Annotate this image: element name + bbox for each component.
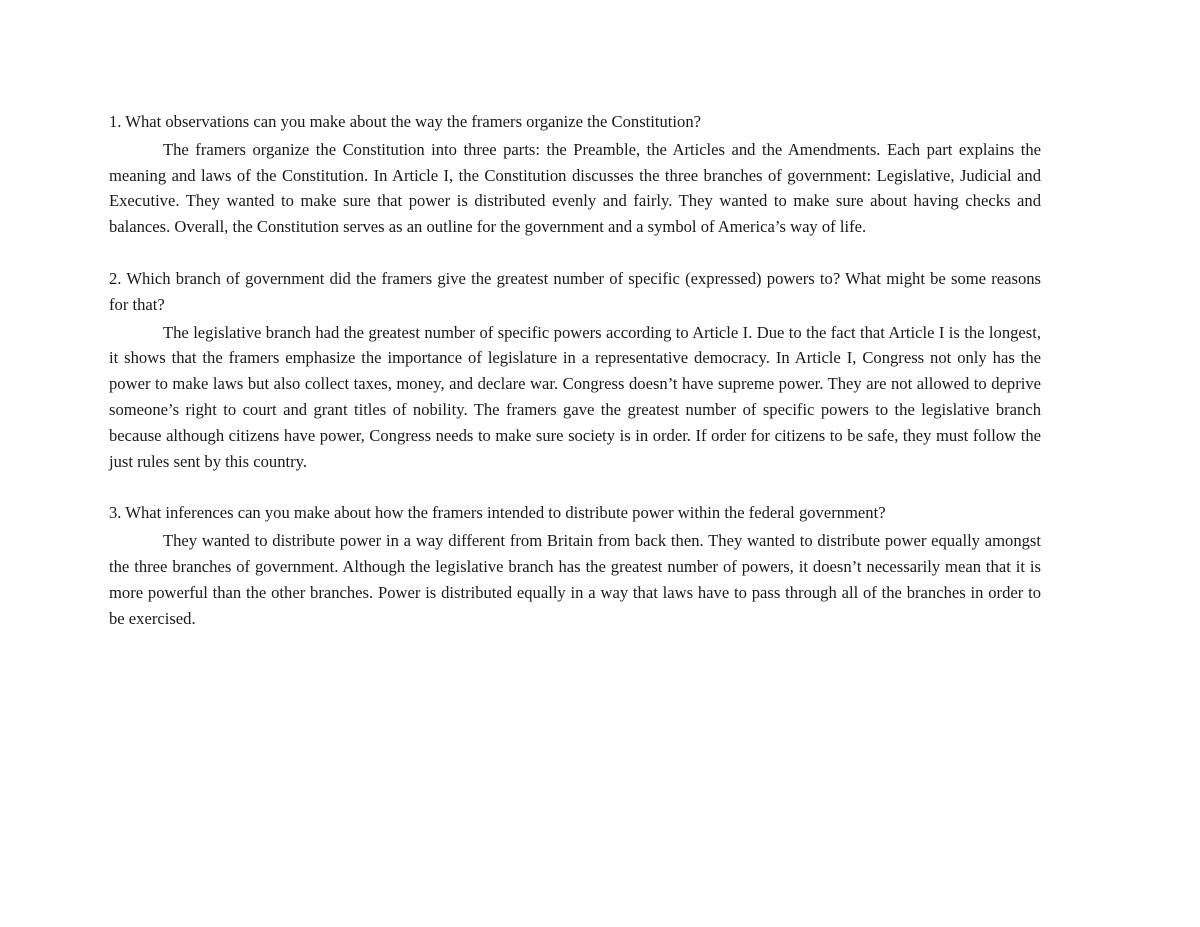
question-1: 1. What observations can you make about the way the framers organize the Constitution?: [109, 112, 701, 131]
document-page: [109, 109, 1041, 631]
qa-section-1: [109, 109, 1041, 240]
qa-section-2: [109, 266, 1041, 474]
answer-2: The legislative branch had the greatest number of specific powers according to Article I. Due to the fact that Article I is the longest, it shows that the framers emphasize the importance of legislature in a representative democracy. In Article I, Congress not only has the power to make laws but also collect taxes, money, and declare war. Congress doesn’t have supreme power. They are not allowed to deprive someone’s right to court and grant titles of nobility. The framers gave the greatest number of specific powers to the legislative branch because although citizens have power, Congress needs to make sure society is in order. If order for citizens to be safe, they must follow the just rules sent by this country.: [109, 322, 1041, 471]
answer-3: They wanted to distribute power in a way different from Britain from back then. They wanted to distribute power equally amongst the three branches of government. Although the legislative branch has the greatest number of powers, it doesn’t necessarily mean that it is more powerful than the other branches. Power is distributed equally in a way that laws have to pass through all of the branches in order to be exercised.: [109, 531, 1041, 628]
question-2: 2. Which branch of government did the framers give the greatest number of specific (expressed) powers to? What might be some reasons for that?: [109, 268, 1041, 314]
answer-1: The framers organize the Constitution into three parts: the Preamble, the Articles and the Amendments. Each part explains the meaning and laws of the Constitution. In Article I, the Constitution discusses the three branches of government: Legislative, Judicial and Executive. They wanted to make sure that power is distributed evenly and fairly. They wanted to make sure about having checks and balances. Overall, the Constitution serves as an outline for the government and a symbol of America’s way of life.: [109, 139, 1041, 237]
question-3: 3. What inferences can you make about how the framers intended to distribute power within the federal government?: [109, 503, 886, 523]
qa-section-3: [109, 500, 1041, 631]
